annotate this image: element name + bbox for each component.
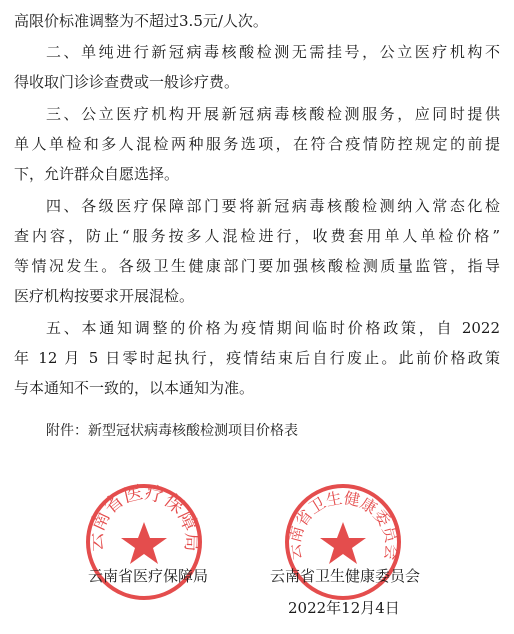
paragraph-line-7: 四、各级医疗保障部门要将新冠病毒核酸检测纳入常态化检: [46, 197, 500, 215]
paragraph-line-4: 三、公立医疗机构开展新冠病毒核酸检测服务，应同时提供: [46, 105, 500, 123]
signature-right: 云南省卫生健康委员会: [270, 567, 421, 585]
seal-right-text: 云南省卫生健康委员会: [284, 488, 402, 562]
seal-left-star-icon: [121, 522, 167, 564]
document-date: 2022年12月4日: [288, 599, 400, 617]
paragraph-line-5: 单人单检和多人混检两种服务选项，在符合疫情防控规定的前提: [14, 135, 500, 153]
seal-right-star-icon: [320, 522, 366, 564]
paragraph-line-3: 得收取门诊诊查费或一般诊疗费。: [14, 73, 240, 91]
seal-left-text: 云南省医疗保障局: [84, 482, 204, 552]
paragraph-line-10: 医疗机构按要求开展混检。: [14, 287, 195, 305]
paragraph-line-2: 二、单纯进行新冠病毒核酸检测无需挂号，公立医疗机构不: [46, 43, 500, 61]
paragraph-line-6: 下，允许群众自愿选择。: [14, 165, 180, 183]
signature-left: 云南省医疗保障局: [88, 567, 209, 585]
paragraph-line-8: 查内容，防止“服务按多人混检进行，收费套用单人单检价格”: [14, 227, 500, 245]
paragraph-line-13: 与本通知不一致的，以本通知为准。: [14, 379, 255, 397]
paragraph-line-1: 高限价标准调整为不超过3.5元/人次。: [14, 12, 268, 30]
paragraph-line-12: 年 12 月 5 日零时起执行，疫情结束后自行废止。此前价格政策: [14, 349, 500, 367]
paragraph-line-9: 等情况发生。各级卫生健康部门要加强核酸检测质量监管，指导: [14, 257, 500, 275]
attachment-note: 附件：新型冠状病毒核酸检测项目价格表: [46, 423, 298, 439]
paragraph-line-11: 五、本通知调整的价格为疫情期间临时价格政策，自 2022: [46, 319, 500, 337]
